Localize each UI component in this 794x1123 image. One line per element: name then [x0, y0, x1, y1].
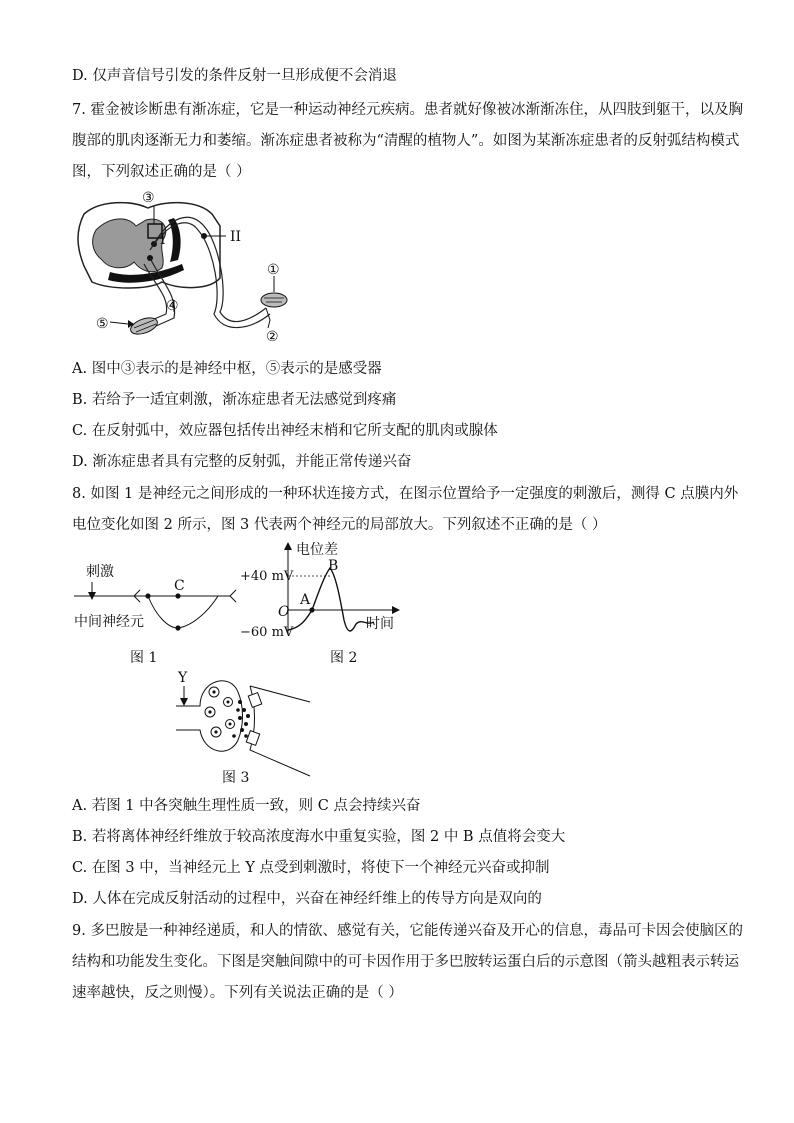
q7-stem-line-1: 7. 霍金被诊断患有渐冻症，它是一种运动神经元疾病。患者就好像被冰渐渐冻住，从四肢到躯干，以及胸 [72, 102, 743, 118]
fig1-point-c: C [174, 578, 185, 594]
fig2-point-b: B [328, 558, 339, 574]
q7-label-3: ③ [142, 190, 155, 206]
q7-label-5: ⑤ [96, 316, 109, 332]
q7-label-1: ① [267, 262, 280, 278]
q7-option-c: C. 在反射弧中，效应器包括传出神经末梢和它所支配的肌肉或腺体 [72, 423, 498, 439]
fig2-y-axis-label: 电位差 [296, 542, 338, 558]
q8-figure-1 [70, 556, 250, 666]
fig1-caption: 图 1 [130, 650, 158, 666]
fig2-tick-top: +40 mV [240, 569, 294, 584]
q9-stem-line-1: 9. 多巴胺是一种神经递质，和人的情欲、感觉有关，它能传递兴奋及开心的信息，毒品可卡因会使脑区的 [72, 923, 743, 939]
fig2-point-a: A [300, 592, 311, 608]
fig1-interneuron-label: 中间神经元 [74, 614, 144, 630]
fig2-tick-bottom: −60 mV [240, 625, 294, 640]
fig2-caption: 图 2 [330, 650, 358, 666]
q7-reflex-arc-figure [70, 186, 310, 346]
q7-stem-line-2: 腹部的肌肉逐渐无力和萎缩。渐冻症患者被称为“清醒的植物人”。如图为某渐冻症患者的反射弧结构模式 [72, 133, 740, 149]
prev-option-d: D. 仅声音信号引发的条件反射一旦形成便不会消退 [72, 68, 397, 84]
fig3-point-y: Y [178, 670, 188, 686]
fig2-origin: O [278, 604, 290, 620]
q8-figure-2 [238, 538, 410, 666]
q8-option-b: B. 若将离体神经纤维放于较高浓度海水中重复实验，图 2 中 B 点值将会变大 [72, 829, 566, 845]
q9-stem-line-2: 结构和功能发生变化。下图是突触间隙中的可卡因作用于多巴胺转运蛋白后的示意图（箭头越粗表示转运 [72, 954, 739, 970]
fig1-stimulus-label: 刺激 [86, 564, 114, 580]
q8-stem-line-1: 8. 如图 1 是神经元之间形成的一种环状连接方式，在图示位置给予一定强度的刺激后，测得 C 点膜内外 [72, 486, 739, 502]
q7-option-a: A. 图中③表示的是神经中枢，⑤表示的是感受器 [72, 361, 382, 377]
q9-stem-line-3: 速率越快，反之则慢）。下列有关说法正确的是（ ） [72, 985, 403, 1001]
q7-option-b: B. 若给予一适宜刺激，渐冻症患者无法感觉到疼痛 [72, 392, 397, 408]
q7-label-4: ④ [166, 298, 179, 314]
q7-label-2: ② [266, 329, 279, 345]
fig3-caption: 图 3 [222, 770, 250, 786]
q7-stem-line-3: 图，下列叙述正确的是（ ） [72, 164, 251, 180]
q8-figure-3 [170, 666, 320, 788]
q8-option-c: C. 在图 3 中，当神经元上 Y 点受到刺激时，将使下一个神经元兴奋或抑制 [72, 860, 550, 876]
q8-option-a: A. 若图 1 中各突触生理性质一致，则 C 点会持续兴奋 [72, 798, 421, 814]
q8-option-d: D. 人体在完成反射活动的过程中，兴奋在神经纤维上的传导方向是双向的 [72, 891, 542, 907]
q7-option-d: D. 渐冻症患者具有完整的反射弧，并能正常传递兴奋 [72, 454, 412, 470]
q8-stem-line-2: 电位变化如图 2 所示，图 3 代表两个神经元的局部放大。下列叙述不正确的是（ ） [72, 517, 607, 533]
fig2-x-axis-label: 时间 [366, 616, 394, 632]
q7-label-II: II [230, 229, 242, 245]
q7-label-I: I [160, 232, 166, 248]
